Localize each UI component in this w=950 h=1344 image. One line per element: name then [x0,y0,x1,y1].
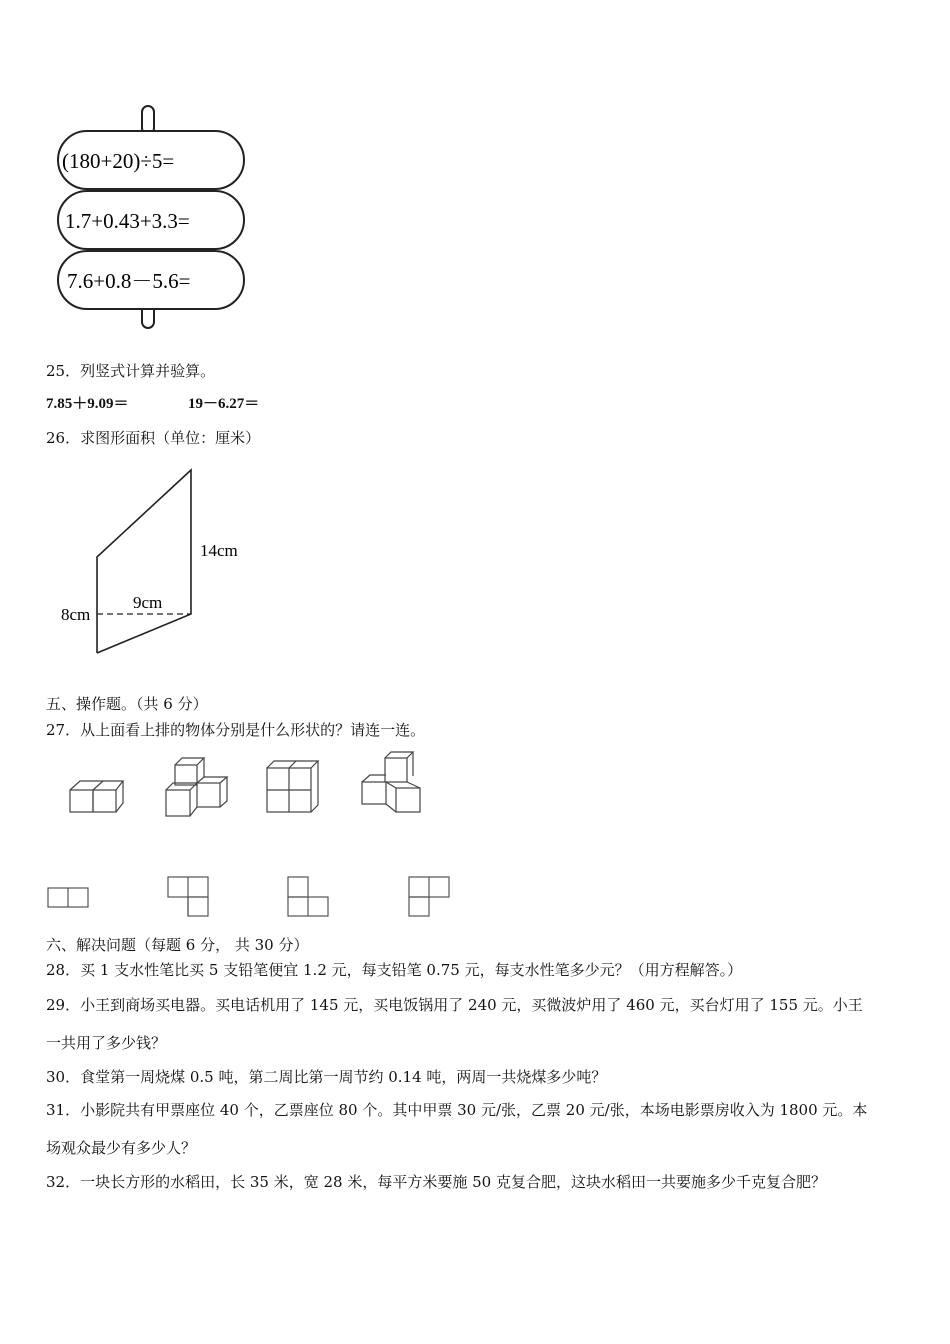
q25-expression-2: 19－6.27＝ [188,396,260,412]
top-view-1 [48,888,88,907]
trapezoid-outline [97,470,191,653]
q26-title: 26．求图形面积（单位：厘米） [46,429,261,447]
solid-4 [362,752,420,812]
top-view-shapes-row [40,872,460,922]
q25-title: 25．列竖式计算并验算。 [46,362,216,380]
q28-text: 28．买 1 支水性笔比买 5 支铅笔便宜 1.2 元，每支铅笔 0.75 元，每支水性笔多少元？（用方程解答。） [46,961,743,979]
section-5-title: 五、操作题。（共 6 分） [46,695,208,713]
q29-text [46,995,912,1053]
top-view-3 [288,877,328,916]
calculation-skewer-figure [50,100,260,335]
capsule-expression-2: 1.7+0.43+3.3= [65,209,190,233]
solid-2 [166,758,227,816]
q32-text: 32．一块长方形的水稻田，长 35 米，宽 28 米，每平方米要施 50 克复合肥，这块水稻田一共要施多少千克复合肥？ [46,1173,826,1191]
cube-solids-row [60,750,440,825]
capsule-expression-1: (180+20)÷5= [62,149,175,173]
q25-expression-1: 7.85＋9.09＝ [46,396,129,412]
q29-line-2: 一共用了多少钱？ [46,1034,167,1052]
q29-line-1: 29．小王到商场买电器。买电话机用了 145 元，买电饭锅用了 240 元，买微波炉用了 460 元，买台灯用了 155 元。小王 [46,996,863,1014]
top-view-4 [409,877,449,916]
label-14cm: 14cm [200,541,238,560]
solid-1 [70,781,123,812]
skewer-top-stick [142,106,154,134]
q30-text: 30．食堂第一周烧煤 0.5 吨，第二周比第一周节约 0.14 吨，两周一共烧煤多少吨？ [46,1068,607,1086]
q31-text [46,1100,912,1158]
label-9cm: 9cm [133,593,163,612]
q31-line-1: 31．小影院共有甲票座位 40 个，乙票座位 80 个。其中甲票 30 元/张，乙票 20 元/张，本场电影票房收入为 1800 元。本 [46,1101,868,1119]
q27-title: 27．从上面看上排的物体分别是什么形状的？请连一连。 [46,721,426,739]
capsule-expression-3: 7.6+0.8－5.6= [67,269,191,293]
top-view-2 [168,877,208,916]
label-8cm: 8cm [61,605,91,624]
solid-3 [267,761,318,812]
section-6-title: 六、解决问题（每题 6 分， 共 30 分） [46,936,309,954]
trapezoid-figure [55,462,255,662]
q31-line-2: 场观众最少有多少人？ [46,1139,197,1157]
